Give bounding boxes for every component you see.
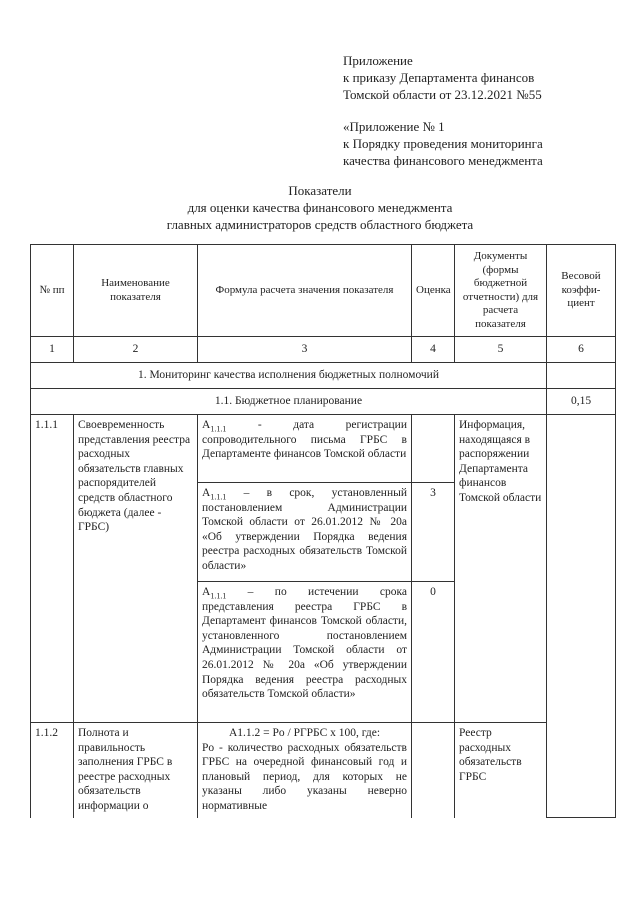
indicator-name: Своевременность представления реестра расходных обязательств главных распорядителей средств областного бюджета (далее - ГРБС) (74, 415, 198, 723)
col-number: 5 (455, 337, 547, 363)
score-cell (412, 415, 455, 483)
subsection-title: 1.1. Бюджетное планирование (31, 389, 547, 415)
score-cell (412, 723, 455, 818)
formula-sub: 1.1.1 (210, 424, 227, 434)
row-number: 1.1.2 (31, 723, 74, 818)
header-docs: Документы (формы бюджетной отчетности) для расчета показателя (455, 245, 547, 337)
appendix-line: к приказу Департамента финансов (343, 70, 535, 85)
formula-var: A (202, 586, 211, 598)
title-line: Показатели (288, 183, 352, 198)
docs-cell: Реестр расходных обязательств ГРБС (455, 723, 547, 818)
formula-sub: 1.1.1 (210, 492, 227, 502)
indicators-table (30, 244, 616, 818)
title-line: для оценки качества финансового менеджмента (187, 200, 453, 215)
appendix1-line: качества финансового менеджмента (343, 153, 543, 168)
formula-cell (198, 415, 412, 483)
col-number: 6 (547, 337, 616, 363)
table-row (31, 415, 616, 483)
formula-cell (198, 483, 412, 582)
subsection-weight: 0,15 (547, 389, 616, 415)
formula-text: – в срок, установленный постановлением Администрации Томской области от 26.01.2012 № 20а «Об утверждении Порядка ведения реестра расходных обязательств Томской области» (202, 487, 407, 572)
section-row (31, 363, 616, 389)
col-number: 3 (198, 337, 412, 363)
header-num: № пп (31, 245, 74, 337)
formula-text: - дата регистрации сопроводительного письма ГРБС в Департаменте финансов Томской области (202, 419, 407, 461)
formula-var: A (202, 419, 211, 431)
formula-cell (198, 723, 412, 818)
col-number: 4 (412, 337, 455, 363)
table-row (31, 723, 616, 818)
score-cell: 0 (412, 582, 455, 723)
header-formula: Формула расчета значения показателя (198, 245, 412, 337)
formula-cell (198, 582, 412, 723)
appendix1-line: «Приложение № 1 (343, 119, 445, 134)
header-weight: Весовой коэффи-циент (547, 245, 616, 337)
col-number: 2 (74, 337, 198, 363)
formula-head: A1.1.2 = Pо / PГРБС x 100, где: (228, 727, 381, 739)
appendix-line: Приложение (343, 53, 413, 68)
title-line: главных администраторов средств областного бюджета (166, 217, 474, 232)
col-number: 1 (31, 337, 74, 363)
weight-cell (547, 415, 616, 818)
docs-cell: Информация, находящаяся в распоряжении Департамента финансов Томской области (455, 415, 547, 723)
formula-text: – по истечении срока представления реестра ГРБС в Департамент финансов Томской области, установленного постановлением Администрации Томской области от 26.01.2012 № 20а «Об утверждении Порядка ведения реестра расходных обязательств Томской области» (202, 586, 407, 701)
indicator-name: Полнота и правильность заполнения ГРБС в реестре расходных обязательств информации о (74, 723, 198, 818)
formula-body: Pо - количество расходных обязательств ГРБС на очередной финансовый год и плановый период, для которых не указаны либо указаны неверно нормативные (202, 741, 407, 812)
formula-sub: 1.1.1 (210, 591, 227, 601)
section-weight-cell (547, 363, 616, 389)
table-header-row (31, 245, 616, 337)
appendix-line: Томской области от 23.12.2021 №55 (343, 87, 542, 102)
score-cell: 3 (412, 483, 455, 582)
subsection-row (31, 389, 616, 415)
formula-var: A (202, 487, 211, 499)
header-name: Наименование показателя (74, 245, 198, 337)
header-score: Оценка (412, 245, 455, 337)
column-numbers-row (31, 337, 616, 363)
row-number: 1.1.1 (31, 415, 74, 723)
appendix1-line: к Порядку проведения мониторинга (343, 136, 543, 151)
section-title: 1. Мониторинг качества исполнения бюджетных полномочий (31, 363, 547, 389)
